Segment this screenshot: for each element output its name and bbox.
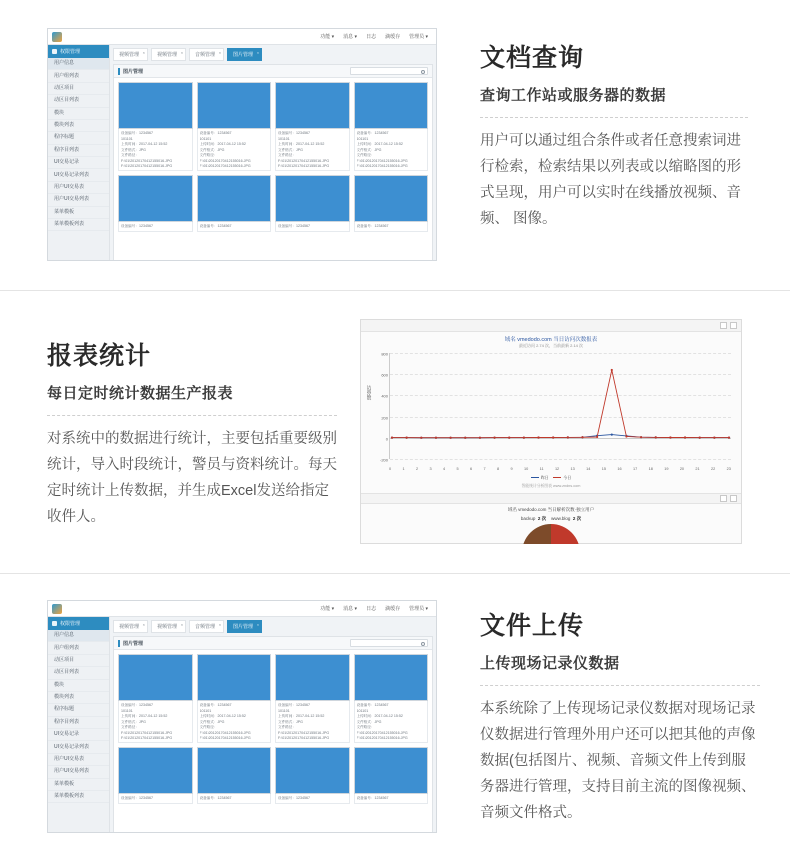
- page-body: 用户可以通过组合条件或者任意搜索词进行检索，检索结果以列表或以缩略图的形式呈现，用户可以实时在线播放视频、音频、 图像。: [480, 133, 741, 227]
- chart-watermark: 智能统计分析图表 www.zndns.com: [521, 484, 581, 488]
- list-item[interactable]: [118, 82, 193, 171]
- card-meta: [275, 794, 350, 804]
- card-footer: 设备编号：1234567: [121, 795, 153, 800]
- list-item[interactable]: [275, 82, 350, 171]
- top-menu-item-1[interactable]: 消息 ▾: [343, 606, 358, 612]
- thumbnail-image[interactable]: [275, 747, 350, 794]
- thumbnail-image[interactable]: [118, 82, 193, 129]
- top-menu-item-4[interactable]: 管理员 ▾: [409, 606, 428, 612]
- sidebar-item-12[interactable]: 菜单模板: [48, 779, 109, 791]
- y-tick-label: 200: [381, 415, 388, 421]
- x-tick-label: 3: [429, 467, 432, 471]
- card-line-4: F:\01\20120170412155016.JPG: [356, 158, 408, 163]
- card-line-4: F:\01\20120170412155016.JPG: [121, 158, 173, 163]
- sidebar-list: [48, 58, 109, 231]
- card-line-0: 101101: [278, 708, 290, 713]
- card-line-4: F:\01\20120170412155016.JPG: [199, 158, 251, 163]
- pie-legend: [361, 513, 741, 522]
- x-tick-label: 8: [497, 467, 500, 471]
- sidebar-header-label: 权限管理: [60, 49, 81, 55]
- close-icon[interactable]: ×: [142, 622, 146, 627]
- tab-0-label: 视频管理: [119, 52, 140, 58]
- sidebar-item-3[interactable]: 动区目列表: [48, 667, 109, 679]
- card-meta: [118, 701, 193, 743]
- sidebar-item-9[interactable]: UI交易记录列表: [48, 741, 109, 753]
- x-tick-label: 0: [389, 467, 392, 471]
- card-line-3: 文件路径：: [356, 153, 375, 158]
- card-line-2: 文件格式：JPG: [356, 147, 382, 152]
- card-meta: [197, 129, 272, 171]
- app-window-doc-query: [47, 28, 437, 261]
- y-tick-label: 800: [381, 351, 388, 357]
- page-subtitle: 每日定时统计数据生产报表: [47, 382, 337, 416]
- panel-title: 图片管理: [123, 640, 144, 647]
- thumbnail-image[interactable]: [118, 654, 193, 701]
- content-area: [110, 45, 436, 260]
- sidebar-item-0[interactable]: 用户信息: [48, 58, 109, 70]
- close-icon[interactable]: ×: [218, 50, 222, 55]
- close-icon[interactable]: ×: [180, 622, 184, 627]
- card-footer: 设备编号：1234567: [278, 795, 310, 800]
- list-item[interactable]: [197, 747, 272, 804]
- list-item[interactable]: [118, 654, 193, 743]
- card-line-0: 101101: [121, 136, 133, 141]
- sidebar-item-8[interactable]: UI交易记录: [48, 729, 109, 741]
- chart-series-layer: [390, 353, 731, 459]
- card-meta: [275, 701, 350, 743]
- card-meta: [118, 222, 193, 232]
- sidebar-item-4[interactable]: 模块: [48, 680, 109, 692]
- app-logo-icon: [52, 604, 62, 614]
- download-icon[interactable]: [730, 322, 737, 329]
- x-tick-label: 23: [726, 467, 731, 471]
- sidebar-header: [48, 617, 109, 630]
- card-line-5: F:\01\20120170412155016.JPG: [199, 736, 251, 741]
- pie-caption: [361, 504, 741, 513]
- x-tick-label: 10: [524, 467, 529, 471]
- thumbnail-image[interactable]: [354, 82, 429, 129]
- legend-label-0: 昨日: [540, 475, 549, 480]
- pie-caption-text: 域名 vmedodo.com 当日解析次数·独立用户: [507, 507, 595, 512]
- sidebar-header-label: 权限管理: [60, 621, 81, 627]
- legend-swatch-today: [553, 477, 561, 478]
- sidebar: [48, 617, 110, 832]
- list-item[interactable]: [354, 654, 429, 743]
- card-line-3: 文件路径：: [121, 153, 139, 158]
- card-meta: [118, 129, 193, 171]
- x-tick-label: 12: [554, 467, 560, 471]
- x-tick-label: 2: [416, 467, 419, 471]
- x-tick-label: 14: [586, 467, 591, 471]
- thumbnail-image[interactable]: [354, 175, 429, 222]
- card-line-3: 文件路径：: [199, 725, 218, 730]
- search-input[interactable]: [350, 67, 428, 75]
- card-id: 设备编号：1234567: [278, 703, 310, 707]
- card-meta: [354, 129, 429, 171]
- sidebar-item-7[interactable]: 程序目列表: [48, 145, 109, 157]
- tab-1[interactable]: [151, 620, 186, 633]
- section-file-upload: [0, 574, 790, 854]
- card-meta: [354, 794, 429, 804]
- sidebar-item-12[interactable]: 菜单模板: [48, 207, 109, 219]
- search-input[interactable]: [350, 639, 428, 647]
- card-id: 设备编号：1234567: [121, 131, 153, 135]
- tab-bar: [113, 48, 433, 61]
- card-footer: 设备编号：1234567: [356, 223, 389, 228]
- tab-3-label: 图片管理: [233, 52, 254, 58]
- card-meta: [354, 701, 429, 743]
- image-manager-panel: [113, 636, 433, 832]
- card-line-2: 文件格式：JPG: [199, 719, 225, 724]
- card-line-1: 上传时间：2017-04-12 15:52: [278, 714, 325, 719]
- tab-0-label: 视频管理: [119, 624, 140, 630]
- chart-title: 域名 vmedodo.com 当日访问次数报表: [504, 337, 598, 343]
- list-item[interactable]: [275, 747, 350, 804]
- card-line-3: 文件路径：: [121, 725, 139, 730]
- card-line-5: F:\01\20120170412155016.JPG: [278, 164, 330, 169]
- thumbnail-image[interactable]: [118, 747, 193, 794]
- pie-slices: [522, 524, 580, 544]
- y-tick-label: 600: [381, 372, 388, 378]
- x-tick-label: 4: [443, 467, 446, 471]
- card-line-4: F:\01\20120170412155016.JPG: [356, 730, 408, 735]
- card-line-5: F:\01\20120170412155016.JPG: [121, 164, 173, 169]
- panel-title: 图片管理: [123, 68, 144, 75]
- legend-swatch-yesterday: [531, 477, 539, 478]
- chart-window: [360, 319, 742, 544]
- card-line-3: 文件路径：: [199, 153, 218, 158]
- top-menu-item-0[interactable]: 功能 ▾: [320, 606, 335, 612]
- top-menu-item-0[interactable]: 功能 ▾: [320, 34, 335, 40]
- x-tick-label: 11: [539, 467, 544, 471]
- sidebar-item-10[interactable]: 用户UI交易表: [48, 754, 109, 766]
- thumbnail-image[interactable]: [118, 175, 193, 222]
- x-tick-label: 13: [570, 467, 575, 471]
- sidebar-item-3[interactable]: 动区目列表: [48, 95, 109, 107]
- top-menu-item-4[interactable]: 管理员 ▾: [409, 34, 428, 40]
- top-menu[interactable]: [320, 605, 432, 612]
- card-meta: [197, 794, 272, 804]
- tab-2-label: 音频管理: [195, 52, 216, 58]
- sidebar-item-1[interactable]: 用户组列表: [48, 70, 109, 82]
- pie-label-0: backup: [520, 516, 536, 521]
- card-line-3: 文件路径：: [278, 153, 296, 158]
- top-menu-item-1[interactable]: 消息 ▾: [343, 34, 358, 40]
- sidebar-item-4[interactable]: 模块: [48, 108, 109, 120]
- page-title: 文件上传: [480, 612, 585, 640]
- card-footer: 设备编号：1234567: [356, 795, 389, 800]
- pie-label-1: www.blog: [551, 516, 571, 521]
- list-item[interactable]: [354, 82, 429, 171]
- thumbnail-image[interactable]: [197, 175, 272, 222]
- print-icon[interactable]: [720, 495, 727, 502]
- card-line-0: 101101: [356, 136, 369, 141]
- tab-1-label: 视频管理: [157, 52, 178, 58]
- panel-header: [114, 637, 432, 650]
- card-line-5: F:\01\20120170412155016.JPG: [356, 736, 408, 741]
- card-id: 设备编号：1234567: [356, 131, 389, 135]
- card-meta: [275, 222, 350, 232]
- tab-3-label: 图片管理: [233, 624, 254, 630]
- y-tick-label: 400: [381, 393, 388, 399]
- close-icon[interactable]: ×: [142, 50, 146, 55]
- close-icon[interactable]: ×: [180, 50, 184, 55]
- x-tick-label: 15: [601, 467, 606, 471]
- card-footer: 设备编号：1234567: [199, 795, 232, 800]
- card-meta: [118, 794, 193, 804]
- thumbnail-image[interactable]: [275, 175, 350, 222]
- chart-toolbar-2: [361, 493, 741, 504]
- thumbnail-grid: [114, 650, 432, 808]
- tab-2[interactable]: [189, 620, 224, 633]
- file-upload-text: [480, 606, 760, 826]
- print-icon[interactable]: [720, 322, 727, 329]
- tab-0[interactable]: [113, 620, 148, 633]
- page-body: 对系统中的数据进行统计，主要包括重要级别统计，导入时段统计，警员与资料统计。每天定时统计上传数据，并生成Excel发送给指定收件人。: [47, 431, 337, 525]
- card-line-4: F:\01\20120170412155016.JPG: [121, 730, 173, 735]
- sidebar-item-11[interactable]: 用户UI交易列表: [48, 194, 109, 206]
- card-line-1: 上传时间：2017-04-12 15:52: [121, 714, 168, 719]
- sidebar-item-13[interactable]: 菜单模板列表: [48, 791, 109, 803]
- page-body: 本系统除了上传现场记录仪数据对现场记录仪数据进行管理外用户还可以把其他的声像数据(包括图片、视频、音频文件上传到服务器进行管理，支持目前主流的图像视频、音频文件格式。: [480, 701, 756, 821]
- close-icon[interactable]: ×: [218, 622, 222, 627]
- top-menu-item-2[interactable]: 日志: [366, 34, 377, 40]
- card-line-2: 文件格式：JPG: [356, 719, 382, 724]
- pie-value-1: 2 次: [572, 516, 582, 521]
- card-line-2: 文件格式：JPG: [199, 147, 225, 152]
- card-line-1: 上传时间：2017-04-12 15:52: [356, 714, 403, 719]
- sidebar-item-5[interactable]: 模块列表: [48, 692, 109, 704]
- list-item[interactable]: [275, 654, 350, 743]
- legend-label-1: 今日: [563, 475, 572, 480]
- thumbnail-image[interactable]: [197, 654, 272, 701]
- content-area: [110, 617, 436, 832]
- card-footer: 设备编号：1234567: [199, 223, 232, 228]
- card-line-2: 文件格式：JPG: [121, 147, 146, 152]
- sidebar-item-7[interactable]: 程序目列表: [48, 717, 109, 729]
- x-tick-label: 9: [510, 467, 513, 471]
- search-icon: [421, 70, 425, 74]
- x-tick-label: 19: [664, 467, 669, 471]
- card-meta: [197, 222, 272, 232]
- chart-subtitle: 最近访问 2.74 次，当前最新 2.14 次: [518, 343, 583, 348]
- card-line-3: 文件路径：: [278, 725, 296, 730]
- panel-accent-bar: [118, 640, 120, 647]
- tab-2[interactable]: [189, 48, 224, 61]
- x-tick-label: 1: [402, 467, 405, 471]
- list-item[interactable]: [197, 175, 272, 232]
- sidebar-item-6[interactable]: 程序标题: [48, 132, 109, 144]
- list-item[interactable]: [275, 175, 350, 232]
- grid-line: [379, 457, 731, 463]
- card-line-2: 文件格式：JPG: [121, 719, 146, 724]
- thumbnail-image[interactable]: [354, 654, 429, 701]
- card-line-0: 101101: [199, 136, 212, 141]
- card-footer: 设备编号：1234567: [121, 223, 153, 228]
- tab-3[interactable]: [227, 620, 262, 633]
- top-menu-item-3[interactable]: 滴缓存: [385, 34, 401, 40]
- tab-1-label: 视频管理: [157, 624, 178, 630]
- x-tick-label: 18: [648, 467, 653, 471]
- page-title: 报表统计: [47, 342, 152, 370]
- sidebar-item-5[interactable]: 模块列表: [48, 120, 109, 132]
- report-stats-text: [47, 336, 337, 530]
- top-menu-item-3[interactable]: 滴缓存: [385, 606, 401, 612]
- page-title: 文档查询: [480, 44, 585, 72]
- card-line-4: F:\01\20120170412155016.JPG: [199, 730, 251, 735]
- card-line-0: 101101: [121, 708, 133, 713]
- x-tick-label: 16: [617, 467, 622, 471]
- close-icon[interactable]: ×: [256, 50, 260, 55]
- x-tick-label: 21: [695, 467, 700, 471]
- x-tick-label: 20: [679, 467, 685, 471]
- chart-legend: [361, 475, 741, 481]
- card-line-4: F:\01\20120170412155016.JPG: [278, 158, 330, 163]
- list-item[interactable]: [197, 82, 272, 171]
- card-line-1: 上传时间：2017-04-12 15:52: [356, 142, 403, 147]
- card-line-1: 上传时间：2017-04-12 15:52: [199, 714, 246, 719]
- thumbnail-image[interactable]: [354, 747, 429, 794]
- tab-2-label: 音频管理: [195, 624, 216, 630]
- app-window-file-upload: [47, 600, 437, 833]
- tab-3[interactable]: [227, 48, 262, 61]
- card-line-1: 上传时间：2017-04-12 15:52: [121, 142, 168, 147]
- shield-icon: [52, 49, 57, 54]
- doc-query-text: [480, 38, 748, 232]
- page-subtitle: 上传现场记录仪数据: [480, 652, 760, 686]
- list-item[interactable]: [354, 747, 429, 804]
- close-icon[interactable]: ×: [256, 622, 260, 627]
- card-footer: 设备编号：1234567: [278, 223, 310, 228]
- top-menu-item-2[interactable]: 日志: [366, 606, 377, 612]
- x-tick-label: 17: [632, 467, 638, 471]
- section-report-stats: [0, 291, 790, 573]
- sidebar: [48, 45, 110, 260]
- thumbnail-image[interactable]: [275, 654, 350, 701]
- section-doc-query: [0, 0, 790, 290]
- page-subtitle: 查询工作站或服务器的数据: [480, 84, 748, 118]
- x-tick-label: 22: [711, 467, 716, 471]
- card-line-5: F:\01\20120170412155016.JPG: [121, 736, 173, 741]
- x-tick-label: 5: [456, 467, 459, 471]
- search-icon: [421, 642, 425, 646]
- shield-icon: [52, 621, 57, 626]
- top-menu[interactable]: [320, 33, 432, 40]
- thumbnail-image[interactable]: [197, 747, 272, 794]
- sidebar-item-6[interactable]: 程序标题: [48, 704, 109, 716]
- card-id: 设备编号：1234567: [278, 131, 310, 135]
- sidebar-item-2[interactable]: 动区项目: [48, 83, 109, 95]
- card-line-1: 上传时间：2017-04-12 15:52: [278, 142, 325, 147]
- panel-accent-bar: [118, 68, 120, 75]
- x-tick-label: 7: [483, 467, 486, 471]
- x-tick-label: 6: [470, 467, 473, 471]
- list-item[interactable]: [197, 654, 272, 743]
- thumbnail-grid: [114, 78, 432, 236]
- card-id: 设备编号：1234567: [199, 131, 232, 135]
- tab-0[interactable]: [113, 48, 148, 61]
- plot-area: [367, 353, 735, 473]
- app-body: [48, 45, 436, 260]
- sidebar-header: [48, 45, 109, 58]
- card-line-1: 上传时间：2017-04-12 15:52: [199, 142, 246, 147]
- thumbnail-image[interactable]: [275, 82, 350, 129]
- image-manager-panel: [113, 64, 433, 260]
- app-body: [48, 617, 436, 832]
- pie-value-0: 2 次: [537, 516, 547, 521]
- card-line-0: 101101: [199, 708, 212, 713]
- tab-1[interactable]: [151, 48, 186, 61]
- card-line-0: 101101: [278, 136, 290, 141]
- y-tick-label: -200: [379, 457, 388, 463]
- sidebar-list: [48, 630, 109, 803]
- tab-bar: [113, 620, 433, 633]
- card-line-5: F:\01\20120170412155016.JPG: [356, 164, 408, 169]
- sidebar-item-2[interactable]: 动区项目: [48, 655, 109, 667]
- app-topbar: [48, 29, 436, 45]
- card-id: 设备编号：1234567: [356, 703, 389, 707]
- card-line-0: 101101: [356, 708, 369, 713]
- y-axis-label: 访问次数: [367, 385, 372, 399]
- card-line-2: 文件格式：JPG: [278, 719, 303, 724]
- card-line-4: F:\01\20120170412155016.JPG: [278, 730, 330, 735]
- list-item[interactable]: [118, 747, 193, 804]
- sidebar-item-1[interactable]: 用户组列表: [48, 642, 109, 654]
- card-meta: [275, 129, 350, 171]
- card-line-3: 文件路径：: [356, 725, 375, 730]
- card-meta: [197, 701, 272, 743]
- card-id: 设备编号：1234567: [121, 703, 153, 707]
- card-id: 设备编号：1234567: [199, 703, 232, 707]
- card-line-5: F:\01\20120170412155016.JPG: [278, 736, 330, 741]
- plot-canvas: [379, 351, 731, 463]
- chart-toolbar: [361, 320, 741, 332]
- x-axis-ticks: [389, 467, 731, 471]
- card-line-2: 文件格式：JPG: [278, 147, 303, 152]
- sidebar-item-11[interactable]: 用户UI交易列表: [48, 766, 109, 778]
- sidebar-item-13[interactable]: 菜单模板列表: [48, 219, 109, 231]
- sidebar-item-0[interactable]: 用户信息: [48, 630, 109, 642]
- sidebar-item-8[interactable]: UI交易记录: [48, 157, 109, 169]
- pie-chart: [361, 522, 741, 544]
- list-item[interactable]: [354, 175, 429, 232]
- app-topbar: [48, 601, 436, 617]
- sidebar-item-10[interactable]: 用户UI交易表: [48, 182, 109, 194]
- app-logo-icon: [52, 32, 62, 42]
- list-item[interactable]: [118, 175, 193, 232]
- thumbnail-image[interactable]: [197, 82, 272, 129]
- download-icon[interactable]: [730, 495, 737, 502]
- sidebar-item-9[interactable]: UI交易记录列表: [48, 169, 109, 181]
- card-meta: [354, 222, 429, 232]
- panel-header: [114, 65, 432, 78]
- y-tick-label: 0: [385, 436, 388, 442]
- card-line-5: F:\01\20120170412155016.JPG: [199, 164, 251, 169]
